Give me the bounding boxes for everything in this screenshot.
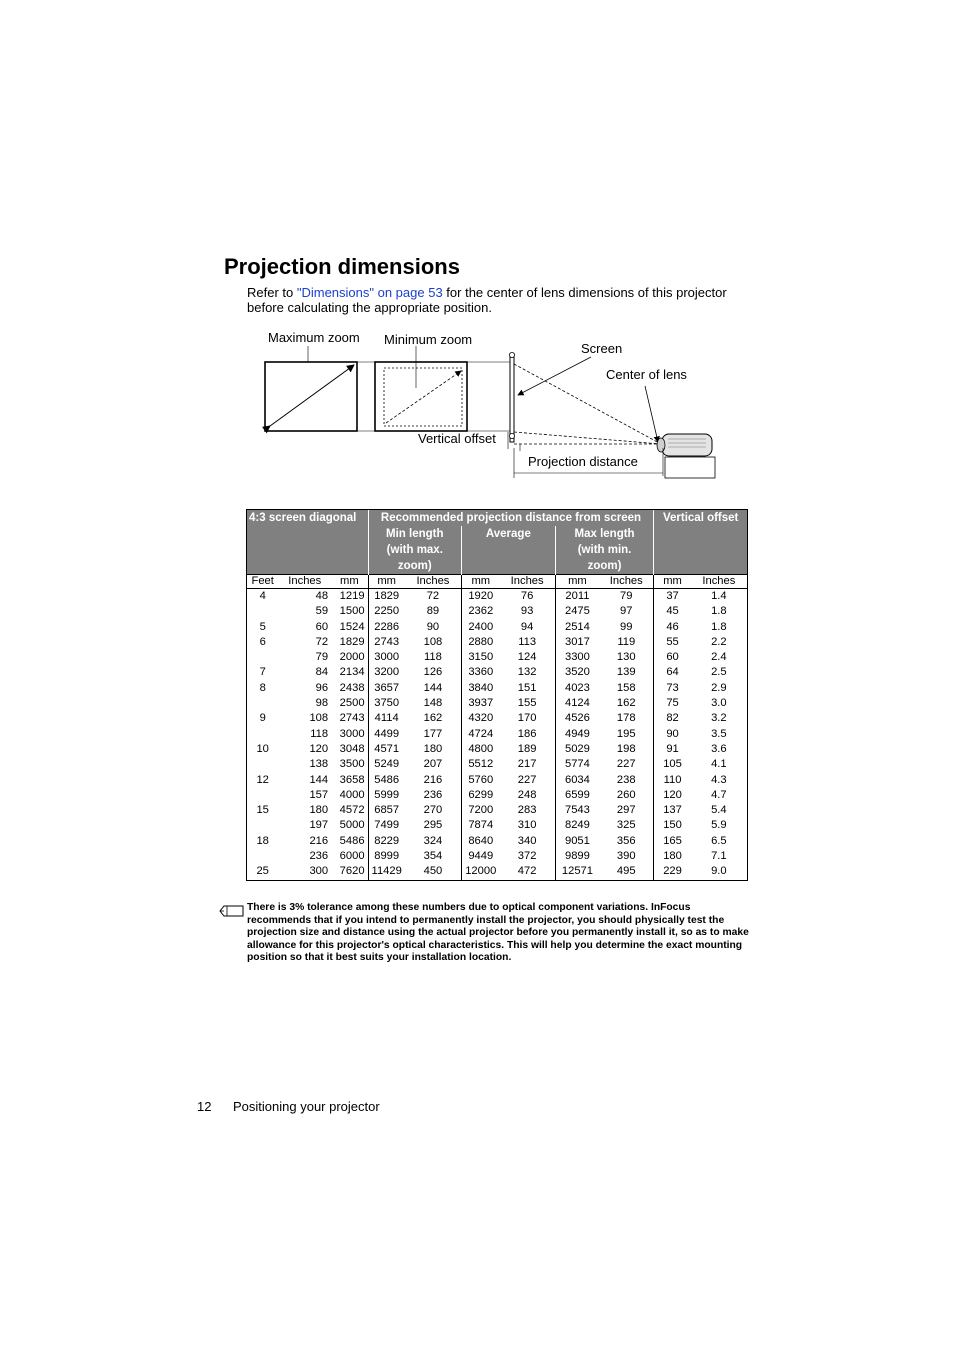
table-cell: 72: [426, 590, 440, 602]
table-cell: 7: [247, 665, 279, 680]
table-cell: 5512: [462, 757, 500, 772]
header-min-length: Min length (with max. zoom): [368, 526, 461, 575]
table-cell: 260: [616, 788, 636, 801]
table-cell: 1829: [339, 635, 365, 648]
table-cell: 354: [423, 850, 443, 863]
table-cell: 1219: [339, 590, 365, 602]
table-cell: 25: [247, 864, 279, 880]
table-cell: 6: [247, 635, 279, 650]
table-cell: 4800: [462, 742, 500, 757]
table-cell: 236: [309, 850, 329, 863]
table-cell: 3.2: [691, 711, 748, 726]
table-cell: 110: [654, 773, 691, 788]
table-cell: 3750: [368, 696, 405, 711]
table-cell: 99: [620, 620, 633, 633]
center-of-lens-label: Center of lens: [606, 367, 687, 382]
table-cell: 3017: [555, 635, 599, 650]
table-cell: 158: [616, 681, 636, 694]
intro-text-post: for the center of lens dimensions of this projector before calculating the appropriate position.: [247, 285, 727, 315]
table-cell: 18: [247, 834, 279, 849]
tolerance-note: There is 3% tolerance among these numbers due to optical component variations. InFocus recommends that if you intend to permanently install the projector, you should physically test the projection size and distance using the actual projector before you permanently install it, so as to make allowance for this projector's optical characteristics. This will help you determine the exact mounting position so that it best suits your installation location.: [247, 902, 749, 964]
table-cell: 2.2: [691, 635, 748, 650]
table-cell: 6000: [339, 850, 365, 863]
table-cell: 2475: [555, 604, 599, 619]
table-cell: 55: [654, 635, 691, 650]
table-cell: 5760: [462, 773, 500, 788]
header-max-length: Max length (with min. zoom): [555, 526, 654, 575]
table-cell: 3048: [339, 742, 365, 755]
table-cell: 4949: [555, 727, 599, 742]
table-cell: 450: [405, 864, 462, 880]
table-cell: 4.3: [691, 773, 748, 788]
table-cell: 3360: [462, 665, 500, 680]
table-cell: 5999: [368, 788, 405, 803]
table-cell: 9449: [462, 849, 500, 864]
table-cell: [247, 849, 279, 864]
table-cell: 300: [278, 864, 331, 880]
table-cell: 97: [620, 605, 633, 618]
unit-header-cell: Inches: [278, 575, 331, 589]
note-pen-icon: [219, 903, 245, 919]
projection-diagram: [258, 328, 728, 483]
dimensions-link[interactable]: "Dimensions" on page 53: [296, 285, 443, 300]
table-cell: 126: [423, 666, 443, 679]
table-cell: 5029: [555, 742, 599, 757]
table-cell: 93: [520, 605, 534, 618]
table-cell: 3657: [368, 681, 405, 696]
table-cell: 45: [654, 604, 691, 619]
table-cell: 297: [616, 804, 636, 817]
table-row: [247, 665, 748, 680]
table-cell: 207: [423, 758, 443, 771]
table-cell: 162: [616, 697, 636, 710]
table-cell: 3000: [339, 727, 365, 740]
table-cell: 6599: [555, 788, 599, 803]
table-cell: [247, 757, 279, 772]
table-cell: 148: [423, 697, 443, 710]
table-cell: 189: [517, 742, 537, 755]
table-cell: 340: [517, 834, 537, 847]
table-cell: 82: [654, 711, 691, 726]
projector-stand: [665, 457, 715, 478]
unit-header-cell: Inches: [500, 575, 556, 589]
table-cell: 9051: [555, 834, 599, 849]
table-row: [247, 864, 748, 880]
table-cell: 119: [617, 635, 636, 648]
table-cell: 5249: [368, 757, 405, 772]
table-cell: 1.8: [691, 620, 748, 635]
table-cell: 324: [423, 834, 443, 847]
table-cell: 180: [309, 804, 329, 817]
table-cell: 94: [520, 620, 534, 633]
projector-icon: [657, 434, 712, 456]
table-cell: 138: [309, 758, 329, 771]
table-cell: 5774: [555, 757, 599, 772]
table-cell: 3937: [462, 696, 500, 711]
table-cell: 4000: [339, 788, 365, 801]
table-row: [247, 604, 748, 619]
table-cell: 325: [616, 819, 636, 832]
table-cell: 2500: [339, 697, 365, 710]
table-cell: 5.9: [691, 818, 748, 833]
table-cell: 72: [315, 635, 329, 648]
table-cell: 90: [426, 620, 440, 633]
table-row: [247, 589, 748, 605]
table-cell: 144: [309, 773, 329, 786]
table-cell: 197: [309, 819, 329, 832]
table-cell: 3658: [339, 773, 365, 786]
table-cell: 1524: [339, 620, 365, 633]
table-cell: 9899: [555, 849, 599, 864]
header-recommended-distance: Recommended projection distance from screen: [368, 510, 654, 527]
table-cell: 2.9: [691, 681, 748, 696]
table-cell: 195: [616, 727, 636, 740]
table-cell: 3840: [462, 681, 500, 696]
table-cell: 270: [423, 804, 443, 817]
table-cell: 6034: [555, 773, 599, 788]
page-title: Projection dimensions: [224, 254, 460, 279]
table-cell: 1829: [368, 589, 405, 605]
table-cell: 180: [654, 849, 691, 864]
table-cell: 144: [423, 681, 443, 694]
table-cell: 2.4: [691, 650, 748, 665]
table-cell: 48: [315, 590, 329, 602]
table-cell: 1.8: [691, 604, 748, 619]
table-cell: 113: [518, 635, 537, 648]
table-row: [247, 635, 748, 650]
table-row: [247, 711, 748, 726]
table-cell: 12571: [555, 864, 599, 880]
page-footer: [197, 1099, 380, 1114]
table-cell: 5.4: [691, 803, 748, 818]
table-cell: 118: [424, 651, 442, 664]
table-row: [247, 818, 748, 833]
table-cell: 5000: [339, 819, 365, 832]
intro-text-pre: Refer to: [247, 285, 297, 300]
table-cell: 10: [247, 742, 279, 757]
table-cell: 4572: [339, 804, 365, 817]
table-cell: [247, 788, 279, 803]
table-cell: 3.5: [691, 727, 748, 742]
table-cell: 5: [247, 620, 279, 635]
table-cell: 162: [423, 712, 443, 725]
table-cell: 3520: [555, 665, 599, 680]
table-cell: 6.5: [691, 834, 748, 849]
table-cell: 157: [309, 788, 329, 801]
table-cell: 4.1: [691, 757, 748, 772]
table-cell: 59: [315, 605, 329, 618]
table-cell: 12000: [462, 864, 500, 880]
min-zoom-label: Minimum zoom: [384, 332, 473, 347]
table-cell: 7200: [462, 803, 500, 818]
table-cell: 8249: [555, 818, 599, 833]
table-cell: 105: [654, 757, 691, 772]
table-cell: 118: [310, 727, 329, 740]
table-cell: 7499: [368, 818, 405, 833]
table-cell: 2400: [462, 620, 500, 635]
table-cell: 2880: [462, 635, 500, 650]
table-cell: 238: [616, 773, 636, 786]
table-cell: 155: [517, 697, 537, 710]
table-cell: 372: [517, 850, 537, 863]
table-row: [247, 650, 748, 665]
table-cell: 227: [517, 773, 537, 786]
table-cell: 2000: [339, 651, 365, 664]
table-cell: 198: [616, 742, 636, 755]
table-cell: 60: [315, 620, 329, 633]
table-cell: 108: [309, 712, 329, 725]
table-row: [247, 696, 748, 711]
table-cell: 1920: [462, 589, 500, 605]
table-cell: 177: [423, 727, 443, 740]
screen-label: Screen: [581, 341, 623, 356]
table-cell: 79: [315, 651, 329, 664]
table-row: [247, 727, 748, 742]
table-cell: 472: [500, 864, 556, 880]
table-cell: 8: [247, 681, 279, 696]
table-cell: 89: [426, 605, 440, 618]
table-cell: 15: [247, 803, 279, 818]
table-cell: 4571: [368, 742, 405, 757]
table-cell: 8640: [462, 834, 500, 849]
table-cell: 2134: [339, 666, 365, 679]
table-cell: 3150: [462, 650, 500, 665]
table-cell: 2362: [462, 604, 500, 619]
table-cell: 2438: [339, 681, 365, 694]
unit-header-cell: Inches: [691, 575, 748, 589]
projection-distance-label: Projection distance: [528, 454, 638, 469]
table-cell: 120: [654, 788, 691, 803]
table-cell: 7543: [555, 803, 599, 818]
header-vertical-offset: Vertical offset: [654, 510, 748, 575]
table-cell: 137: [654, 803, 691, 818]
unit-header-cell: Inches: [405, 575, 462, 589]
table-cell: 4526: [555, 711, 599, 726]
table-cell: 120: [309, 742, 329, 755]
header-screen-diagonal: 4:3 screen diagonal: [247, 510, 369, 575]
table-cell: 5486: [368, 773, 405, 788]
table-cell: 151: [517, 681, 537, 694]
table-cell: [247, 650, 279, 665]
unit-header-cell: mm: [331, 575, 368, 589]
unit-header-cell: mm: [654, 575, 691, 589]
table-cell: 248: [517, 788, 537, 801]
table-cell: 4499: [368, 727, 405, 742]
table-cell: 2286: [368, 620, 405, 635]
table-cell: 7620: [331, 864, 368, 880]
table-cell: 3500: [339, 758, 365, 771]
table-cell: 186: [517, 727, 537, 740]
table-cell: 4023: [555, 681, 599, 696]
table-cell: 96: [315, 681, 329, 694]
table-cell: 495: [599, 864, 654, 880]
table-cell: 12: [247, 773, 279, 788]
table-cell: 216: [423, 773, 443, 786]
table-cell: 8999: [368, 849, 405, 864]
table-cell: 76: [520, 590, 534, 602]
table-row: [247, 803, 748, 818]
table-cell: 73: [654, 681, 691, 696]
table-cell: 3200: [368, 665, 405, 680]
unit-header-cell: mm: [555, 575, 599, 589]
table-body: [247, 589, 748, 881]
table-cell: 2250: [368, 604, 405, 619]
table-cell: 108: [423, 635, 443, 648]
table-cell: 6299: [462, 788, 500, 803]
table-cell: 2011: [555, 589, 599, 605]
header-average: Average: [462, 526, 556, 575]
table-cell: 217: [517, 758, 537, 771]
table-cell: 60: [654, 650, 691, 665]
table-row: [247, 834, 748, 849]
table-cell: 9.0: [691, 864, 748, 880]
table-cell: 2.5: [691, 665, 748, 680]
table-cell: 91: [654, 742, 691, 757]
table-cell: 46: [654, 620, 691, 635]
table-cell: 3000: [368, 650, 405, 665]
table-cell: 9: [247, 711, 279, 726]
table-cell: 98: [315, 697, 329, 710]
table-cell: 7874: [462, 818, 500, 833]
table-cell: 4: [247, 589, 279, 605]
table-cell: 4724: [462, 727, 500, 742]
table-cell: 124: [517, 651, 537, 664]
table-cell: 2743: [368, 635, 405, 650]
table-cell: 2514: [555, 620, 599, 635]
table-cell: 229: [654, 864, 691, 880]
table-cell: 6857: [368, 803, 405, 818]
max-zoom-label: Maximum zoom: [268, 330, 360, 345]
table-cell: 4124: [555, 696, 599, 711]
table-cell: 295: [423, 819, 443, 832]
table-cell: 3.0: [691, 696, 748, 711]
table-row: [247, 849, 748, 864]
intro-paragraph: [247, 285, 757, 315]
table-cell: 170: [517, 712, 537, 725]
table-cell: 8229: [368, 834, 405, 849]
table-cell: 3.6: [691, 742, 748, 757]
table-cell: 5486: [339, 834, 365, 847]
table-cell: [247, 696, 279, 711]
table-cell: 4.7: [691, 788, 748, 803]
vertical-offset-label: Vertical offset: [418, 431, 496, 446]
table-cell: 310: [517, 819, 537, 832]
table-cell: [247, 727, 279, 742]
table-cell: 3300: [555, 650, 599, 665]
table-cell: 130: [616, 651, 636, 664]
table-cell: 150: [654, 818, 691, 833]
table-cell: 132: [517, 666, 537, 679]
table-cell: 11429: [368, 864, 405, 880]
table-cell: 37: [654, 589, 691, 605]
table-cell: 216: [309, 834, 329, 847]
table-cell: 75: [654, 696, 691, 711]
unit-header-cell: mm: [368, 575, 405, 589]
table-cell: 90: [654, 727, 691, 742]
table-row: [247, 757, 748, 772]
page-number: 12: [197, 1099, 212, 1114]
table-cell: 7.1: [691, 849, 748, 864]
table-cell: 64: [654, 665, 691, 680]
table-row: [247, 788, 748, 803]
table-cell: 4320: [462, 711, 500, 726]
table-row: [247, 773, 748, 788]
table-cell: 236: [423, 788, 443, 801]
section-name: Positioning your projector: [233, 1099, 380, 1114]
table-cell: 1.4: [691, 589, 748, 605]
table-cell: 178: [616, 712, 636, 725]
side-screen: [510, 356, 514, 442]
unit-header-row: [247, 575, 748, 589]
table-cell: 180: [423, 742, 443, 755]
unit-header-cell: Feet: [247, 575, 279, 589]
table-cell: 356: [616, 834, 636, 847]
table-cell: 4114: [368, 711, 405, 726]
table-cell: 79: [620, 590, 633, 602]
table-cell: 165: [654, 834, 691, 849]
table-cell: 1500: [339, 605, 365, 618]
min-zoom-screen: [375, 362, 467, 431]
unit-header-cell: Inches: [599, 575, 654, 589]
table-row: [247, 681, 748, 696]
table-cell: 390: [616, 850, 636, 863]
table-row: [247, 742, 748, 757]
unit-header-cell: mm: [462, 575, 500, 589]
table-cell: 283: [517, 804, 537, 817]
table-cell: 139: [616, 666, 636, 679]
table-cell: 2743: [339, 712, 365, 725]
table-cell: 227: [616, 758, 636, 771]
table-cell: [247, 604, 279, 619]
table-cell: [247, 818, 279, 833]
table-cell: 84: [315, 666, 329, 679]
projection-table: [246, 509, 748, 881]
table-row: [247, 620, 748, 635]
